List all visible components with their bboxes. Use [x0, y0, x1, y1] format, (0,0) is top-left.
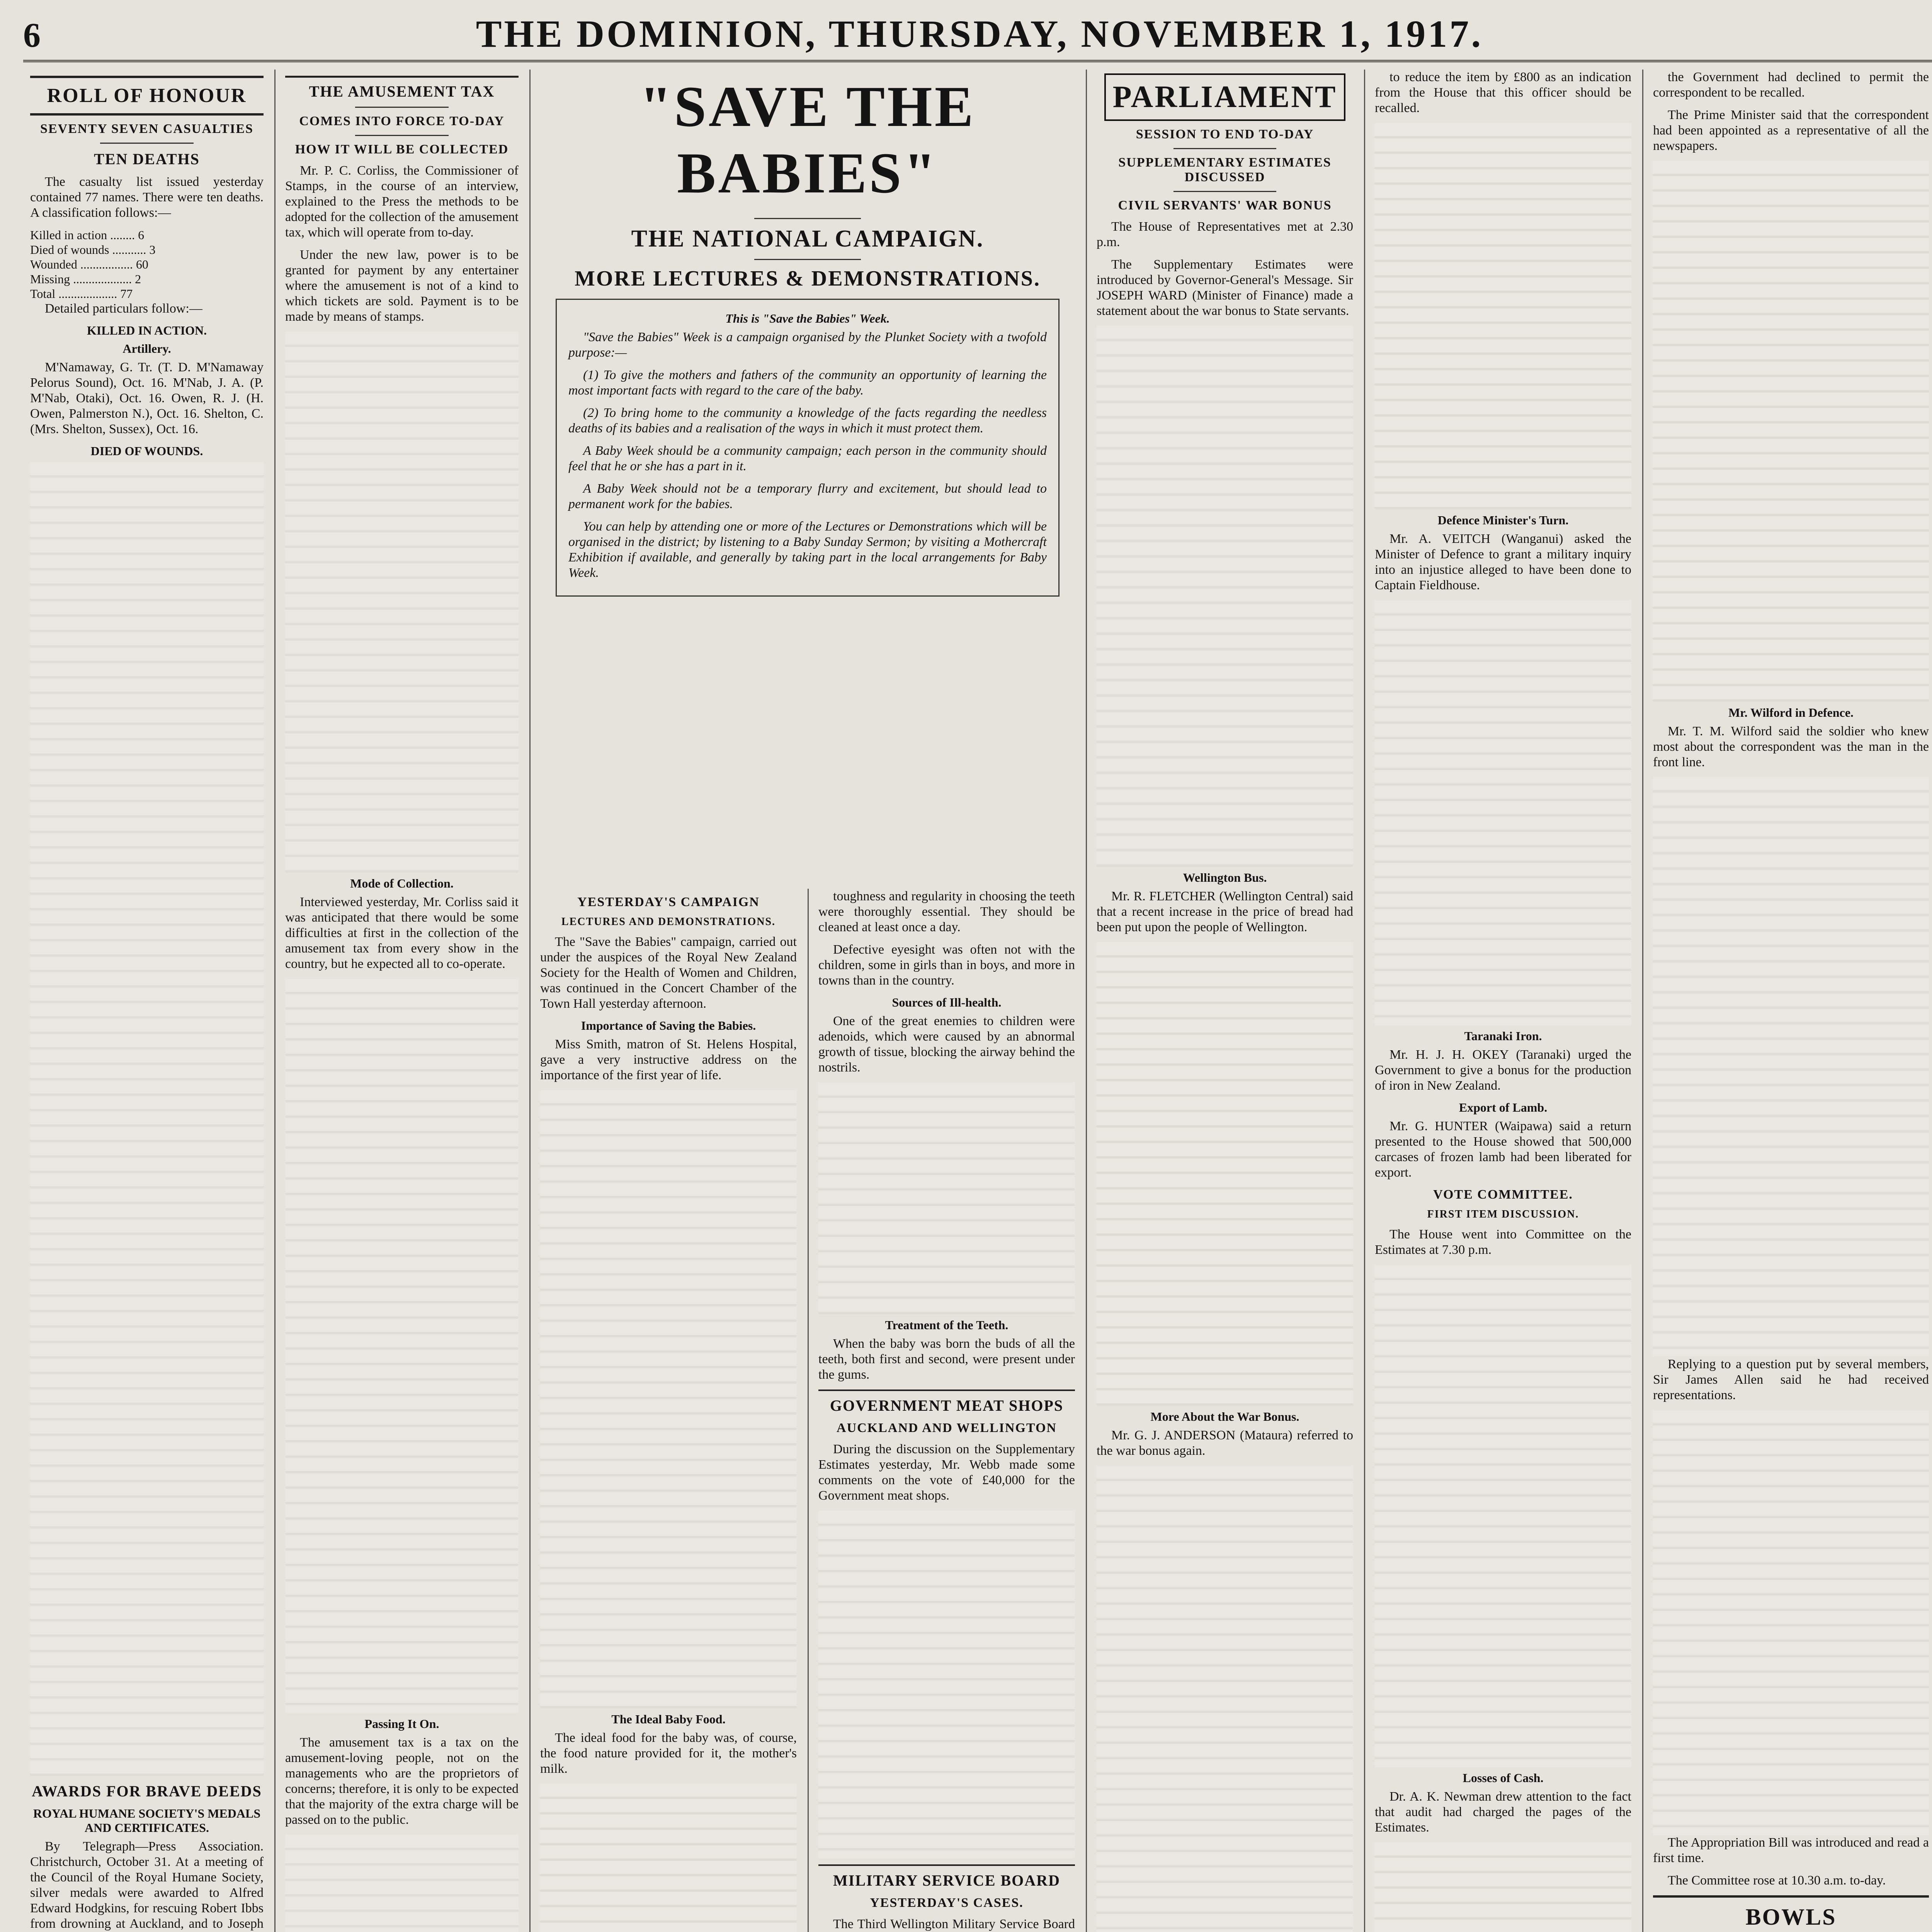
- article-text: Mr. T. M. Wilford said the soldier who knew most about the correspondent was the man in the front line.: [1653, 724, 1929, 769]
- article-text: Mr. R. FLETCHER (Wellington Central) said that a recent increase in the price of bread had been put upon the people of Wellington.: [1097, 889, 1353, 934]
- column-rule: [1086, 70, 1087, 1932]
- column-roll-of-honour: [23, 70, 270, 1932]
- cases-heading: YESTERDAY'S CASES.: [870, 1896, 1024, 1910]
- session-end-heading: SESSION TO END TO-DAY: [1136, 127, 1314, 141]
- parliament-heading: PARLIAMENT: [1104, 73, 1345, 121]
- article-text: Under the new law, power is to be granted for payment by any entertainer where the amusement is not of a kind to which tickets are sold. Payment is to be made by means of stamps.: [285, 248, 519, 324]
- article-text: The Appropriation Bill was introduced and read a first time.: [1653, 1835, 1929, 1865]
- bowls-heading: BOWLS: [1653, 1895, 1929, 1932]
- divider: [355, 135, 449, 136]
- article-text: The amusement tax is a tax on the amusement-loving people, not on the managements who are the proprietors of concerns; therefore, it is only to be expected that the majority of the extra charge will be passed on to the public.: [285, 1735, 519, 1827]
- national-campaign-heading: THE NATIONAL CAMPAIGN.: [631, 226, 984, 252]
- how-collected-heading: HOW IT WILL BE COLLECTED: [295, 142, 509, 156]
- article-body: [540, 1784, 797, 1932]
- yesterday-heading: YESTERDAY'S CAMPAIGN: [577, 895, 760, 909]
- casualty-list-text: [30, 462, 264, 1776]
- masthead: [23, 8, 1932, 62]
- column-amusement-tax: [278, 70, 526, 1932]
- awards-text: By Telegraph—Press Association. Christchurch, October 31. At a meeting of the Council of the Royal Humane Society, silver medals were awarded to Alfred Edward Hodgkins, for rescuing Robert Ibbs from drowning at Auckland, and to Joseph: [30, 1839, 264, 1931]
- divider: [355, 107, 449, 108]
- article-body: [1375, 123, 1631, 509]
- article-text: The Prime Minister said that the correspondent had been appointed as a representative of all the newspapers.: [1653, 108, 1929, 153]
- column-rule: [529, 70, 531, 1932]
- sources-heading: Sources of Ill-health.: [892, 995, 1002, 1009]
- importance-heading: Importance of Saving the Babies.: [581, 1019, 756, 1032]
- article-body: [1653, 1410, 1929, 1835]
- article-text: One of the great enemies to children were adenoids, which were caused by an abnormal growth of tissue, blocking the airway behind the nostrils.: [818, 1014, 1075, 1075]
- export-lamb-heading: Export of Lamb.: [1459, 1100, 1548, 1114]
- defence-heading: Defence Minister's Turn.: [1437, 513, 1569, 527]
- table-row: Died of wounds ........... 3: [30, 243, 156, 257]
- column-rule: [1642, 70, 1643, 1932]
- military-board-heading: MILITARY SERVICE BOARD: [818, 1864, 1075, 1889]
- meat-shops-heading: GOVERNMENT MEAT SHOPS: [818, 1389, 1075, 1415]
- divider: [1173, 148, 1276, 149]
- article-body: [818, 1082, 1075, 1314]
- casualties-heading: SEVENTY SEVEN CASUALTIES: [40, 122, 253, 136]
- taranaki-heading: Taranaki Iron.: [1464, 1029, 1542, 1043]
- roll-of-honour-heading: ROLL OF HONOUR: [30, 76, 264, 116]
- war-bonus-heading: CIVIL SERVANTS' WAR BONUS: [1118, 198, 1332, 213]
- article-body: [285, 1835, 519, 1932]
- divider: [1173, 191, 1276, 192]
- amusement-tax-heading: THE AMUSEMENT TAX: [285, 76, 519, 100]
- box-text: You can help by attending one or more of the Lectures or Demonstrations which will be organised in the district; by listening to a Baby Sunday Sermon; by visiting a Mothercraft Exhibition if available, and generally by taking part in the local arrangements for Baby Week.: [568, 519, 1047, 580]
- mode-heading: Mode of Collection.: [350, 876, 454, 890]
- column-yesterdays-campaign: [533, 889, 804, 1932]
- table-row: Wounded ................. 60: [30, 257, 148, 271]
- box-text: A Baby Week should be a community campaign; each person in the community should feel that he or she has a part in it.: [568, 444, 1047, 473]
- killed-list: M'Namaway, G. Tr. (T. D. M'Namaway Pelorus Sound), Oct. 16. M'Nab, J. A. (P. M'Nab, Otaki), Oct. 16. Owen, R. J. (H. Owen, Palmerston N.), Oct. 16. Shelton, C. (Mrs. Shelton, Sussex), Oct. 16.: [30, 360, 264, 436]
- article-body: [1097, 326, 1353, 867]
- article-text: Mr. H. J. H. OKEY (Taranaki) urged the Government to give a bonus for the production of iron in New Zealand.: [1375, 1048, 1631, 1093]
- article-text: Defective eyesight was often not with the children, some in girls than in boys, and more in towns than in the country.: [818, 942, 1075, 988]
- supplementary-heading: SUPPLEMENTARY ESTIMATES DISCUSSED: [1118, 155, 1332, 184]
- column-parliament: [1090, 70, 1360, 1932]
- losses-heading: Losses of Cash.: [1463, 1771, 1544, 1785]
- article-body: [1653, 161, 1929, 702]
- article-text: The House of Representatives met at 2.30 p.m.: [1097, 219, 1353, 249]
- save-babies-header: [533, 70, 1082, 881]
- column-rule: [1364, 70, 1365, 1932]
- article-text: During the discussion on the Supplementary Estimates yesterday, Mr. Webb made some comments on the vote of £40,000 for the Government meat shops.: [818, 1442, 1075, 1503]
- article-text: The House went into Committee on the Estimates at 7.30 p.m.: [1375, 1227, 1631, 1257]
- divider: [754, 218, 861, 219]
- divider: [100, 143, 194, 144]
- article-text: The "Save the Babies" campaign, carried out under the auspices of the Royal New Zealand Society for the Health of Women and Children, was continued in the Concert Chamber of the Town Hall yesterday afternoon.: [540, 935, 797, 1011]
- died-heading: DIED OF WOUNDS.: [90, 444, 203, 458]
- column-bowls: [1646, 70, 1932, 1932]
- page-number: 6: [23, 16, 41, 54]
- awards-heading: AWARDS FOR BRAVE DEEDS: [32, 1782, 262, 1800]
- passing-heading: Passing It On.: [364, 1717, 439, 1731]
- article-text: The Committee rose at 10.30 a.m. to-day.: [1668, 1873, 1886, 1888]
- box-text: A Baby Week should not be a temporary flurry and excitement, but should lead to permanent work for the babies.: [568, 481, 1047, 511]
- article-body: [1375, 600, 1631, 1025]
- article-body: [1653, 777, 1929, 1357]
- article-body: [1097, 1466, 1353, 1932]
- casualty-table: [30, 228, 264, 301]
- table-row: Missing ................... 2: [30, 272, 141, 286]
- article-text: Dr. A. K. Newman drew attention to the fact that audit had charged the pages of the Estimates.: [1375, 1789, 1631, 1835]
- box-text: (2) To bring home to the community a knowledge of the facts regarding the needless deaths of its babies and a realisation of the ways in which it must protect them.: [568, 406, 1047, 435]
- war-bonus-more-heading: More About the War Bonus.: [1150, 1410, 1299, 1423]
- article-body: [818, 1510, 1075, 1858]
- casualty-intro: The casualty list issued yesterday contained 77 names. There were ten deaths. A classification follows:—: [30, 175, 264, 220]
- article-text: Mr. G. J. ANDERSON (Mataura) referred to the war bonus again.: [1097, 1428, 1353, 1458]
- article-body: [540, 1090, 797, 1708]
- column-rule: [274, 70, 276, 1932]
- artillery-heading: Artillery.: [122, 342, 171, 355]
- article-text: Mr. A. VEITCH (Wanganui) asked the Minister of Defence to grant a military inquiry into an injustice alleged to have been done to Captain Fieldhouse.: [1375, 532, 1631, 592]
- ideal-food-heading: The Ideal Baby Food.: [611, 1712, 726, 1726]
- comes-into-force-heading: COMES INTO FORCE TO-DAY: [299, 114, 505, 128]
- article-body: [1375, 1842, 1631, 1932]
- killed-heading: KILLED IN ACTION.: [87, 323, 207, 337]
- table-row: Killed in action ........ 6: [30, 228, 145, 242]
- wilford-heading: Mr. Wilford in Defence.: [1728, 706, 1854, 719]
- article-text: Miss Smith, matron of St. Helens Hospital, gave a very instructive address on the importance of the first year of life.: [540, 1037, 797, 1082]
- article-text: Mr. P. C. Corliss, the Commissioner of Stamps, in the course of an interview, explained to the Press the methods to be adopted for the collection of the amusement tax, which will operate from to-day.: [285, 163, 519, 240]
- newspaper-title: THE DOMINION, THURSDAY, NOVEMBER 1, 1917.: [476, 12, 1483, 55]
- article-text: the Government had declined to permit the correspondent to be recalled.: [1653, 70, 1929, 100]
- article-text: The Third Wellington Military Service Board: [833, 1917, 1075, 1931]
- lectures-subheading: LECTURES AND DEMONSTRATIONS.: [561, 916, 776, 928]
- vote-committee-heading: VOTE COMMITTEE.: [1433, 1187, 1573, 1202]
- table-row: Total ................... 77: [30, 287, 133, 301]
- deaths-heading: TEN DEATHS: [94, 150, 200, 168]
- teeth-heading: Treatment of the Teeth.: [885, 1318, 1009, 1332]
- article-body: [285, 979, 519, 1713]
- box-title: This is "Save the Babies" Week.: [725, 311, 890, 325]
- article-text: The ideal food for the baby was, of course, the food nature provided for it, the mother's milk.: [540, 1731, 797, 1776]
- detail-intro: Detailed particulars follow:—: [45, 301, 202, 316]
- campaign-box: [556, 299, 1060, 597]
- wellington-bus-heading: Wellington Bus.: [1183, 871, 1267, 884]
- royal-humane-heading: ROYAL HUMANE SOCIETY'S MEDALS AND CERTIFICATES.: [33, 1806, 261, 1835]
- article-text: Mr. G. HUNTER (Waipawa) said a return presented to the House showed that 500,000 carcases of frozen lamb had been liberated for export.: [1375, 1119, 1631, 1180]
- article-text: Interviewed yesterday, Mr. Corliss said it was anticipated that there would be some difficulties at first in the collection of the amusement tax from every show in the country, but he expected all to co-operate.: [285, 895, 519, 971]
- box-text: "Save the Babies" Week is a campaign organised by the Plunket Society with a twofold purpose:—: [568, 330, 1047, 360]
- auckland-wellington-heading: AUCKLAND AND WELLINGTON: [837, 1421, 1057, 1435]
- divider: [754, 259, 861, 260]
- article-text: toughness and regularity in choosing the teeth were thoroughly essential. They should be cleaned at least once a day.: [818, 889, 1075, 934]
- box-text: (1) To give the mothers and fathers of the community an opportunity of learning the most important facts with regard to the care of the baby.: [568, 368, 1047, 398]
- first-item-heading: FIRST ITEM DISCUSSION.: [1427, 1208, 1579, 1220]
- article-text: When the baby was born the buds of all the teeth, both first and second, were present under the gums.: [818, 1337, 1075, 1382]
- save-the-babies-heading: "SAVE THE BABIES": [639, 75, 976, 205]
- article-body: [1097, 942, 1353, 1406]
- column-parliament-cont: [1368, 70, 1638, 1932]
- article-body: [285, 332, 519, 872]
- article-text: The Supplementary Estimates were introduced by Governor-General's Message. Sir JOSEPH WARD (Minister of Finance) made a statement about the war bonus to State servants.: [1097, 257, 1353, 318]
- article-text: to reduce the item by £800 as an indication from the House that this officer should be recalled.: [1375, 70, 1631, 115]
- article-body: [1375, 1265, 1631, 1767]
- more-lectures-heading: MORE LECTURES & DEMONSTRATIONS.: [575, 267, 1041, 291]
- column-rule: [808, 889, 809, 1932]
- article-text: Replying to a question put by several members, Sir James Allen said he had received representations.: [1653, 1357, 1929, 1402]
- column-babies-cont: [811, 889, 1082, 1932]
